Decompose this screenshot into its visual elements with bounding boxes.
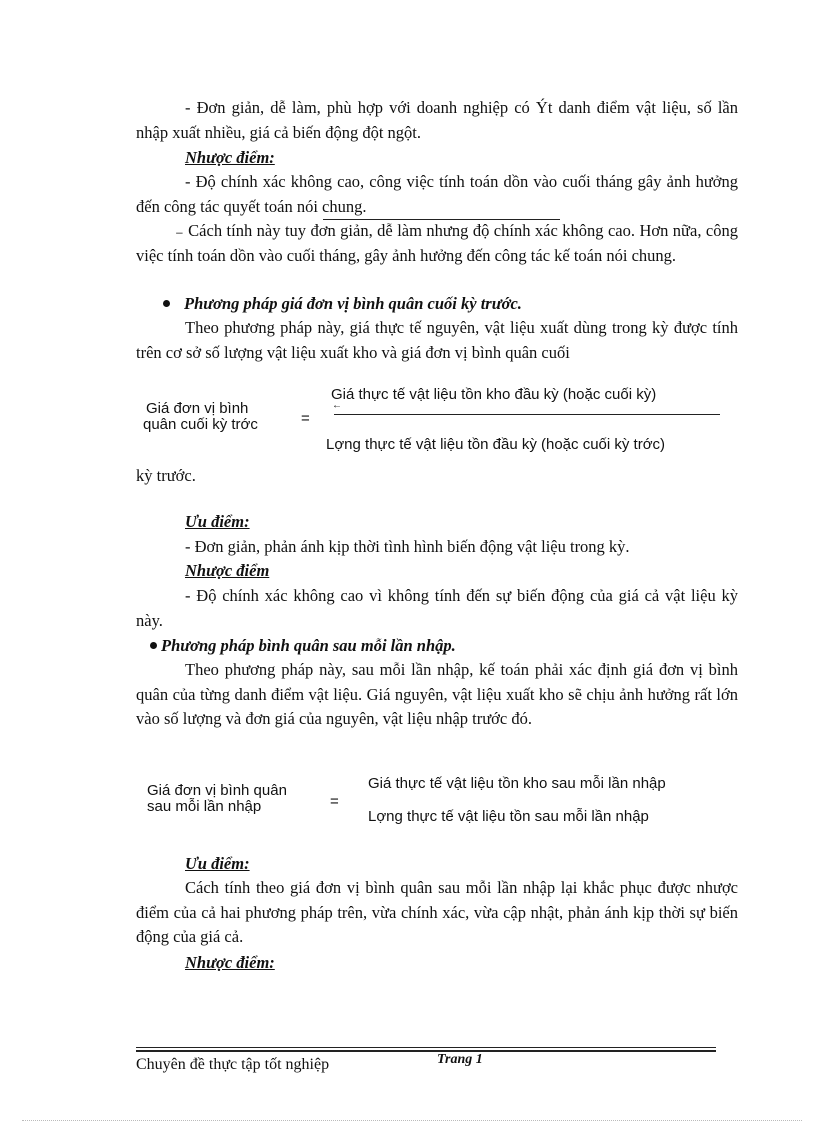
formula1-lhs-line1: Giá đơn vị bình: [146, 400, 249, 417]
method-heading-after-import-text: Phương pháp bình quân sau mỗi lần nhập.: [161, 636, 456, 655]
paragraph-advantage-2: - Đơn giản, phản ánh kịp thời tình hình biến động vật liệu trong kỳ.: [185, 537, 630, 556]
formula2-denominator: Lợng thực tế vật liệu tồn sau mỗi lần nhập: [368, 808, 649, 825]
bullet-icon: [163, 300, 170, 307]
paragraph-method-after-import: Theo phương pháp này, sau mỗi lần nhập, kế toán phải xác định giá đơn vị bình quân của từng danh điểm vật liệu. Giá nguyên, vật liệu xuất kho sẽ chịu ảnh hưởng rất lớn vào số lượng và đơn giá của nguyên, vật liệu nhập trước đó.: [136, 660, 738, 728]
heading-disadvantage-3: Nhược điểm:: [185, 953, 275, 972]
formula2-lhs-line1: Giá đơn vị bình quân: [147, 782, 287, 799]
formula1-fraction-bar: [334, 414, 720, 415]
heading-advantage-3: Ưu điểm:: [185, 854, 250, 873]
heading-disadvantage-1: Nhược điểm:: [185, 148, 275, 167]
bullet-icon: [150, 642, 157, 649]
paragraph-method-previous: Theo phương pháp này, giá thực tế nguyên, vật liệu xuất dùng trong kỳ được tính trên cơ sở số lượng vật liệu xuất kho và giá đơn vị bình quân cuối: [136, 318, 738, 362]
formula1-numerator: Giá thực tế vật liệu tồn kho đầu kỳ (hoặc cuối kỳ): [331, 386, 657, 403]
formula1-lhs-line2: quân cuối kỳ trớc: [143, 416, 258, 433]
paragraph-method-previous-end: kỳ trước.: [136, 466, 196, 485]
formula1-equals: =: [301, 410, 310, 427]
page-bottom-edge: [22, 1120, 802, 1121]
paragraph-advantage-simple: - Đơn giản, dễ làm, phù hợp với doanh nghiệp có Ýt danh điểm vật liệu, số lần nhập xuất nhiều, giá cả biến động đột ngột.: [136, 98, 738, 142]
heading-disadvantage-2: Nhược điểm: [185, 561, 270, 580]
footer-rule-top: [136, 1047, 716, 1048]
footer-rule-bottom: [136, 1050, 716, 1052]
page-number: Trang 1: [437, 1052, 483, 1067]
paragraph-disadvantage-1: - Độ chính xác không cao, công việc tính toán dồn vào cuối tháng gây ảnh hưởng đến công tác quyết toán nói chung.: [136, 172, 738, 216]
formula1-arrow-mark: ←: [332, 400, 342, 411]
formula1-denominator: Lợng thực tế vật liệu tồn đầu kỳ (hoặc cuối kỳ trớc): [326, 436, 666, 453]
formula2-equals: =: [330, 793, 339, 810]
paragraph-summary: ₋ Cách tính này tuy đơn giản, dễ làm nhưng độ chính xác không cao. Hơn nữa, công việc tính toán dồn vào cuối tháng, gây ảnh hưởng đến công tác kế toán nói chung.: [136, 221, 738, 265]
formula2-lhs-line2: sau mỗi lần nhập: [147, 798, 262, 815]
footer-title: Chuyên đề thực tập tốt nghiệp: [136, 1056, 330, 1073]
paragraph-summary-text: Cách tính này tuy đơn giản, dễ làm nhưng độ chính xác không cao. Hơn nữa, công việc tính toán dồn vào cuối tháng, gây ảnh hưởng đến công tác kế toán nói chung.: [136, 221, 738, 265]
paragraph-disadvantage-2: - Độ chính xác không cao vì không tính đến sự biến động của giá cả vật liệu kỳ này.: [136, 586, 738, 630]
method-heading-after-import: [150, 634, 456, 658]
paragraph-advantage-3: Cách tính theo giá đơn vị bình quân sau mỗi lần nhập lại khắc phục được nhược điểm của cả hai phương pháp trên, vừa chính xác, vừa cập nhật, phản ánh kịp thời sự biến động của giá cả.: [136, 878, 738, 946]
method-heading-previous-period-text: Phương pháp giá đơn vị bình quân cuối kỳ trước.: [184, 294, 522, 313]
method-heading-previous-period: [163, 292, 522, 316]
heading-advantage-2: Ưu điểm:: [185, 512, 250, 531]
formula2-numerator: Giá thực tế vật liệu tồn kho sau mỗi lần nhập: [368, 775, 666, 792]
